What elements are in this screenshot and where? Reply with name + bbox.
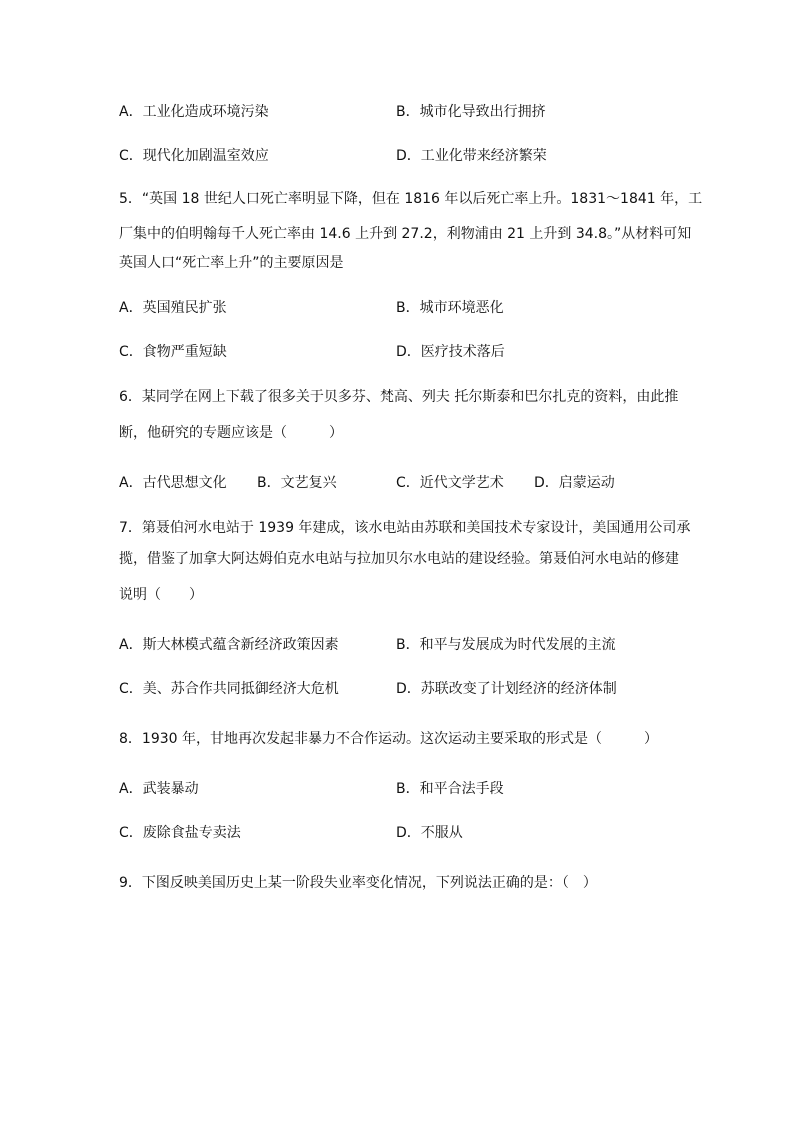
option-text: 废除食盐专卖法 [142, 825, 241, 841]
q9-stem-line-1: 9．下图反映美国历史上某一阶段失业率变化情况，下列说法正确的是：（ ） [119, 875, 597, 891]
option-letter: B． [396, 781, 420, 797]
q4-option-d [396, 146, 547, 166]
option-letter: B． [396, 104, 420, 120]
q8-option-b [396, 779, 504, 799]
option-text: 苏联改变了计划经济的经济体制 [420, 681, 617, 697]
option-text: 文艺复兴 [280, 475, 337, 491]
q5-option-d [396, 342, 505, 362]
option-letter: C． [119, 825, 143, 841]
q7-option-b [396, 635, 616, 655]
option-text: 城市化导致出行拥挤 [419, 104, 546, 120]
option-letter: B． [396, 300, 420, 316]
q7-option-c [119, 679, 339, 699]
option-text: 城市环境恶化 [419, 300, 504, 316]
option-letter: A． [119, 104, 143, 120]
q8-option-a [119, 779, 199, 799]
option-text: 食物严重短缺 [142, 344, 227, 360]
q7-option-d [396, 679, 617, 699]
option-text: 工业化造成环境污染 [142, 104, 269, 120]
q8-option-c [119, 823, 241, 843]
q7-stem-line-3: 说明（ ） [119, 587, 203, 603]
option-text: 医疗技术落后 [420, 344, 505, 360]
q5-stem-line-3: 英国人口“死亡率上升”的主要原因是 [119, 255, 344, 271]
option-letter: B． [396, 637, 420, 653]
option-letter: D． [396, 825, 421, 841]
option-letter: D． [534, 475, 559, 491]
option-letter: C． [119, 344, 143, 360]
option-letter: C． [396, 475, 420, 491]
q6-stem-line-2: 断，他研究的专题应该是（ ） [119, 425, 343, 441]
q5-option-c [119, 342, 227, 362]
q8-stem-line-1: 8．1930 年，甘地再次发起非暴力不合作运动。这次运动主要采取的形式是（ ） [119, 731, 658, 747]
q5-option-b [396, 298, 504, 318]
option-letter: D． [396, 344, 421, 360]
q6-option-a [119, 473, 227, 493]
option-letter: A． [119, 475, 143, 491]
q5-stem-line-2: 厂集中的伯明翰每千人死亡率由 14.6 上升到 27.2，利物浦由 21 上升到 34.8。”从材料可知 [119, 226, 692, 242]
option-text: 不服从 [420, 825, 463, 841]
option-letter: D． [396, 681, 421, 697]
option-letter: C． [119, 148, 143, 164]
option-text: 和平合法手段 [419, 781, 504, 797]
q7-stem-line-1: 7．第聂伯河水电站于 1939 年建成，该水电站由苏联和美国技术专家设计，美国通用公司承 [119, 520, 691, 536]
option-letter: A． [119, 781, 143, 797]
q4-option-c [119, 146, 269, 166]
option-letter: A． [119, 300, 143, 316]
option-text: 现代化加剧温室效应 [142, 148, 269, 164]
q4-option-a [119, 102, 269, 122]
option-letter: A． [119, 637, 143, 653]
option-text: 近代文学艺术 [419, 475, 504, 491]
option-letter: C． [119, 681, 143, 697]
q6-stem-line-1: 6．某同学在网上下载了很多关于贝多芬、梵高、列夫 托尔斯泰和巴尔扎克的资料，由此推 [119, 389, 679, 405]
q5-stem-line-1: 5．“英国 18 世纪人口死亡率明显下降，但在 1816 年以后死亡率上升。1831～1841 年，工 [119, 191, 703, 207]
option-text: 斯大林模式蕴含新经济政策因素 [142, 637, 339, 653]
q7-stem-line-2: 揽，借鉴了加拿大阿达姆伯克水电站与拉加贝尔水电站的建设经验。第聂伯河水电站的修建 [119, 551, 679, 567]
q6-option-c [396, 473, 504, 493]
option-letter: B． [257, 475, 281, 491]
option-text: 英国殖民扩张 [142, 300, 227, 316]
option-letter: D． [396, 148, 421, 164]
option-text: 工业化带来经济繁荣 [420, 148, 547, 164]
option-text: 古代思想文化 [142, 475, 227, 491]
option-text: 启蒙运动 [558, 475, 615, 491]
q4-option-b [396, 102, 546, 122]
option-text: 武装暴动 [142, 781, 199, 797]
q5-option-a [119, 298, 227, 318]
option-text: 美、苏合作共同抵御经济大危机 [142, 681, 339, 697]
q7-option-a [119, 635, 339, 655]
q6-option-b [257, 473, 337, 493]
option-text: 和平与发展成为时代发展的主流 [419, 637, 616, 653]
q6-option-d [534, 473, 615, 493]
q8-option-d [396, 823, 463, 843]
